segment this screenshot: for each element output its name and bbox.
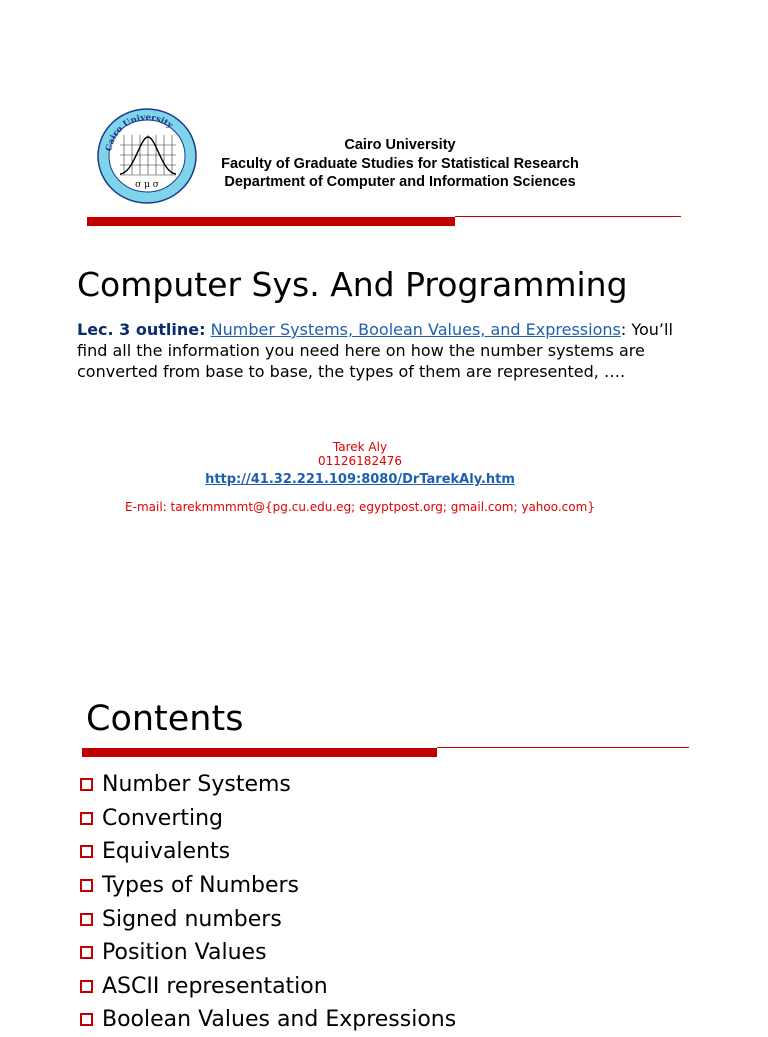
header-divider-thin <box>455 216 681 217</box>
square-bullet-icon <box>80 1013 93 1026</box>
list-item <box>80 1003 456 1037</box>
logo-ring-text: Cairo University <box>104 112 175 153</box>
list-item <box>80 936 456 970</box>
list-item <box>80 835 456 869</box>
university-name: Cairo University <box>344 137 456 153</box>
square-bullet-icon <box>80 812 93 825</box>
lecture-outline <box>77 319 687 382</box>
list-item <box>80 970 456 1004</box>
outline-topic-link[interactable]: Number Systems, Boolean Values, and Expressions <box>210 320 621 339</box>
square-bullet-icon <box>80 913 93 926</box>
outline-label: Lec. 3 outline: <box>77 320 206 339</box>
list-item-label: ASCII representation <box>102 973 328 999</box>
logo-symbols: σ μ σ <box>135 180 159 190</box>
header-divider-thick <box>87 217 455 226</box>
contents-heading: Contents <box>86 699 244 739</box>
contents-divider-thin <box>437 747 689 748</box>
list-item-label: Position Values <box>102 940 267 966</box>
list-item-label: Equivalents <box>102 839 231 865</box>
author-phone: 01126182476 <box>318 454 402 468</box>
list-item <box>80 869 456 903</box>
course-title: Computer Sys. And Programming <box>77 265 628 304</box>
author-email: E-mail: tarekmmmmt@{pg.cu.edu.eg; egyptpost.org; gmail.com; yahoo.com} <box>125 500 595 514</box>
list-item-label: Converting <box>102 805 224 831</box>
contents-divider-thick <box>82 748 437 757</box>
list-item-label: Number Systems <box>102 772 291 798</box>
author-website-link[interactable]: http://41.32.221.109:8080/DrTarekAly.htm <box>205 472 515 487</box>
square-bullet-icon <box>80 845 93 858</box>
list-item-label: Boolean Values and Expressions <box>102 1007 457 1033</box>
list-item <box>80 768 456 802</box>
square-bullet-icon <box>80 946 93 959</box>
department-name: Department of Computer and Information Sciences <box>224 174 576 190</box>
author-name: Tarek Aly <box>332 440 388 454</box>
faculty-name: Faculty of Graduate Studies for Statistical Research <box>221 155 579 172</box>
list-item-label: Signed numbers <box>102 906 282 932</box>
outline-description: : You’ll find all the information you need here on how the number systems are converted from base to base, the types of them are represented, …. <box>77 320 673 381</box>
square-bullet-icon <box>80 879 93 892</box>
contents-list <box>80 768 456 1037</box>
list-item-label: Types of Numbers <box>102 873 300 899</box>
institution-header <box>190 136 610 192</box>
square-bullet-icon <box>80 980 93 993</box>
university-seal-icon <box>96 107 198 205</box>
cairo-university-logo <box>96 107 198 205</box>
list-item <box>80 902 456 936</box>
square-bullet-icon <box>80 778 93 791</box>
list-item <box>80 802 456 836</box>
